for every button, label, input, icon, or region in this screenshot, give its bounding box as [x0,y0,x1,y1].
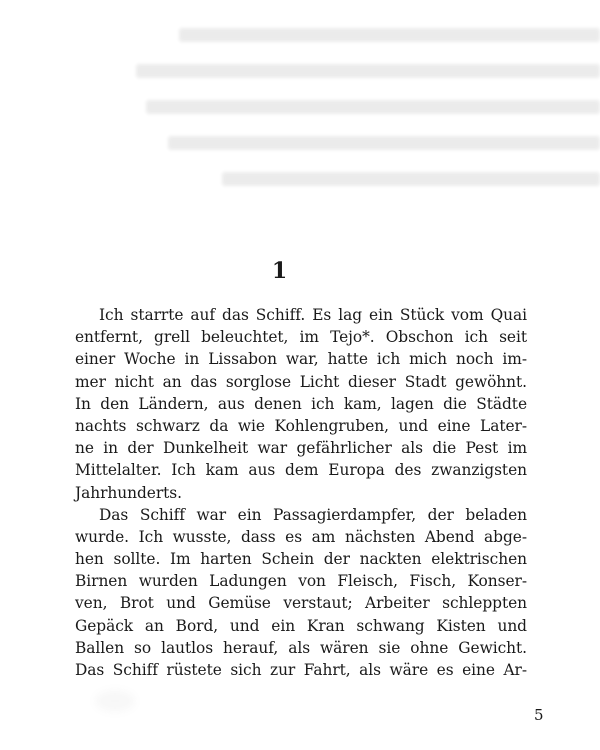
scan-smudge [95,690,135,712]
text-line: Ballen so lautlos herauf, als wären sie ohne Gewicht. [75,638,527,657]
body-text [75,304,527,681]
text-line: hen sollte. Im harten Schein der nackten elektrischen [75,550,527,569]
text-line: Das Schiff war ein Passagierdampfer, der beladen [99,505,527,524]
text-line: ven, Brot und Gemüse verstaut; Arbeiter schleppten [75,594,527,613]
text-line: Das Schiff rüstete sich zur Fahrt, als wäre es eine Ar- [75,661,527,679]
text-line: Ich starrte auf das Schiff. Es lag ein Stück vom Quai [99,306,527,324]
text-line: einer Woche in Lissabon war, hatte ich mich noch im- [75,350,527,369]
page-number: 5 [534,706,544,724]
text-line: ne in der Dunkelheit war gefährlicher als die Pest im [75,439,527,458]
text-line: entfernt, grell beleuchtet, im Tejo*. Obschon ich seit [75,328,527,347]
text-line: Gepäck an Bord, und ein Kran schwang Kisten und [75,616,527,635]
chapter-number: 1 [271,258,289,284]
text-line: Mittelalter. Ich kam aus dem Europa des zwanzigsten [75,461,527,480]
text-line: In den Ländern, aus denen ich kam, lagen die Städte [75,394,527,413]
text-line: mer nicht an das sorglose Licht dieser Stadt gewöhnt. [75,372,527,391]
text-line: wurde. Ich wusste, dass es am nächsten Abend abge- [75,527,527,546]
text-line: Jahrhunderts. [75,483,182,502]
text-line: nachts schwarz da wie Kohlengruben, und eine Later- [75,416,527,435]
text-line: Birnen wurden Ladungen von Fleisch, Fisch, Konser- [75,572,527,591]
bleed-through-text [60,28,600,178]
